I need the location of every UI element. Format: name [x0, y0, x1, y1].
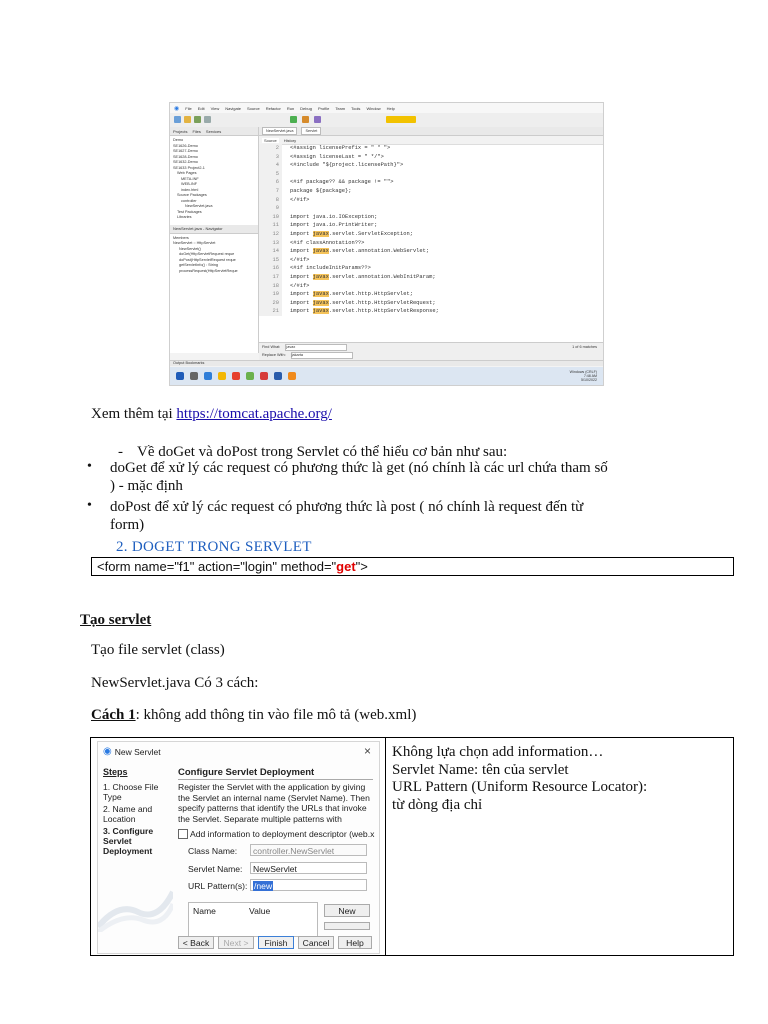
line-number: 5 [259, 170, 282, 179]
code-line[interactable] [259, 204, 603, 213]
app-icon[interactable] [260, 372, 268, 380]
cach1-text: : không add thông tin vào file mô tả (web.xml) [135, 707, 417, 723]
tree-item[interactable]: SE1627-Demo [173, 149, 198, 153]
tree-item[interactable]: SE1626-Demo [173, 143, 198, 148]
dash-bullet: - [118, 444, 123, 460]
line-number: 12 [259, 230, 282, 239]
note-line: Không lựa chọn add information… [392, 744, 604, 760]
memory-indicator [386, 116, 416, 123]
navigator-item[interactable]: doPost(HttpServletRequest reque [179, 257, 236, 262]
code-line[interactable] [259, 144, 603, 153]
code-segment: import [290, 230, 313, 237]
code-line[interactable] [259, 247, 603, 256]
code-text [282, 161, 403, 170]
line-number: 7 [259, 187, 282, 196]
code-text [282, 256, 309, 265]
replace-value: jakarta [291, 352, 304, 357]
menu-file[interactable]: File [185, 105, 192, 111]
tomcat-link[interactable]: https://tomcat.apache.org/ [176, 406, 332, 422]
code-text [282, 170, 290, 179]
code-post: "> [355, 559, 368, 574]
code-area[interactable] [259, 144, 603, 316]
line-number: 8 [259, 196, 282, 205]
code-text [282, 144, 390, 153]
tab-services[interactable]: Services [205, 128, 222, 134]
param-col-name: Name [193, 906, 216, 916]
find-input[interactable] [285, 344, 347, 351]
netbeans-icon[interactable] [288, 372, 296, 380]
search-highlight: javax [312, 308, 329, 315]
tree-item[interactable]: SE1632-Demo [173, 160, 198, 164]
steps-list [103, 782, 175, 858]
code-line[interactable] [259, 299, 603, 308]
servlet-name-field[interactable]: NewServlet [250, 862, 367, 874]
code-line[interactable] [259, 264, 603, 273]
dialog-heading: Configure Servlet Deployment [178, 767, 315, 778]
line-number: 13 [259, 239, 282, 248]
editor-tabs [259, 127, 603, 136]
code-line[interactable] [259, 161, 603, 170]
run-icon[interactable] [290, 116, 297, 123]
new-servlet-dialog [97, 741, 380, 954]
line-number: 2 [259, 144, 282, 153]
tree-item[interactable]: Demo [173, 138, 184, 142]
bullet-dopost-line2: form) [110, 517, 145, 533]
code-text [282, 307, 439, 316]
dash-text: Về doGet và doPost trong Servlet có thể hiểu cơ bản như sau: [137, 444, 508, 460]
code-segment: <#if classAnnotation??> [290, 239, 365, 246]
system-tray [570, 370, 597, 382]
tree-item[interactable]: SE1628-Demo [173, 154, 198, 159]
code-editor [259, 127, 603, 342]
tray-os: Windows (CRLF) [569, 370, 597, 374]
line-number: 17 [259, 273, 282, 282]
windows-taskbar [170, 367, 603, 385]
line-number: 20 [259, 299, 282, 308]
code-segment: <#assign licensePrefix = " * "> [290, 145, 391, 151]
code-text [282, 221, 377, 230]
dialog-titlebar [103, 746, 161, 757]
section-heading-doget: 2. DOGET TRONG SERVLET [116, 539, 312, 555]
tray-date: 5/10/2022 [581, 378, 597, 382]
cach1-label: Cách 1 [91, 707, 136, 723]
edit-param-button[interactable] [324, 922, 370, 930]
projects-tabs [170, 127, 258, 136]
code-pre: <form name="f1" action="login" method=" [97, 559, 337, 574]
menu-profile[interactable]: Profile [317, 105, 330, 111]
navigator-item[interactable]: NewServlet() [179, 246, 201, 251]
code-segment: import [290, 291, 313, 298]
find-bar [259, 342, 603, 361]
search-highlight: javax [312, 273, 329, 280]
tree-item[interactable]: WEB-INF [181, 182, 198, 186]
code-text [282, 153, 384, 162]
code-segment: <#if includeInitParams??> [290, 265, 371, 272]
code-line[interactable] [259, 239, 603, 248]
find-label: Find What: [262, 345, 281, 349]
new-project-icon[interactable] [174, 116, 181, 123]
code-line[interactable] [259, 256, 603, 265]
note-line: từ dòng địa chỉ [392, 796, 483, 813]
tab-newservlet[interactable]: NewServlet.java [262, 127, 297, 135]
word-icon[interactable] [274, 372, 282, 380]
menu-run[interactable]: Run [286, 105, 295, 111]
line-number: 21 [259, 307, 282, 316]
projects-panel [170, 127, 259, 353]
tab-projects[interactable]: Projects [173, 128, 188, 134]
paragraph: Tạo file servlet (class) [91, 642, 225, 658]
step-item-current: 3. Configure Servlet Deployment [103, 826, 154, 856]
netbeans-logo-icon: ◉ [174, 105, 180, 112]
project-tree [170, 136, 258, 223]
find-row [259, 343, 603, 351]
navigator-header [170, 225, 258, 234]
code-line[interactable] [259, 273, 603, 282]
chrome-icon[interactable] [232, 372, 240, 380]
code-segment: package ${package}; [290, 187, 352, 194]
code-text [282, 273, 436, 282]
find-status: 1 of 6 matches [572, 345, 597, 349]
menu-tools[interactable]: Tools [351, 105, 361, 111]
line-number: 10 [259, 213, 282, 222]
search-highlight: javax [312, 248, 329, 255]
tree-item[interactable]: NewServlet.java [185, 204, 213, 208]
menu-debug[interactable]: Debug [300, 105, 312, 111]
menu-edit[interactable]: Edit [197, 105, 205, 111]
bullet-dopost-line1: doPost để xử lý các request có phương thức là post ( nó chính là request đến từ [110, 499, 584, 515]
line-number: 14 [259, 247, 282, 256]
step-item: 1. Choose File Type [103, 782, 159, 802]
code-segment: import [290, 273, 313, 280]
heading-divider [178, 779, 373, 780]
code-segment: import [290, 299, 313, 306]
tab-files[interactable]: Files [192, 128, 201, 134]
param-col-value: Value [249, 906, 271, 916]
replace-input[interactable] [291, 352, 353, 359]
url-pattern-value: /new [254, 881, 273, 891]
menu-refactor[interactable]: Refactor [265, 105, 281, 111]
debug-icon[interactable] [302, 116, 309, 123]
init-params-table[interactable] [188, 902, 318, 937]
tree-item[interactable]: Test Packages [177, 209, 202, 214]
netbeans-screenshot [169, 102, 604, 386]
navigator-item[interactable]: Members [173, 235, 189, 240]
checkbox-label: Add information to deployment descriptor (web.x [190, 829, 375, 839]
navigator-title[interactable]: NewServlet.java - Navigator [173, 226, 223, 231]
steps-heading: Steps [103, 767, 128, 777]
code-line[interactable] [259, 221, 603, 230]
note-line: URL Pattern (Uniform Resource Locator): [392, 779, 648, 795]
next-button[interactable]: Next > [218, 936, 254, 949]
code-segment: .servlet.ServletException; [328, 230, 413, 237]
note-line: Servlet Name: tên của servlet [392, 761, 569, 778]
dialog-description: Register the Servlet with the application by giving the Servlet an internal name (Servlet Name). Then specify patterns that identify the URLs that invoke the Servlet. Separate multiple patterns with [178, 782, 370, 824]
add-info-checkbox[interactable] [178, 829, 374, 839]
search-icon[interactable] [190, 372, 198, 380]
edge-icon[interactable] [204, 372, 212, 380]
code-line[interactable] [259, 178, 603, 187]
code-text [282, 282, 309, 291]
code-line[interactable] [259, 290, 603, 299]
code-segment: .servlet.annotation.WebInitParam; [328, 273, 436, 280]
code-text [282, 196, 309, 205]
table-notes [392, 744, 728, 814]
bullet-doget-line2: ) - mặc định [110, 478, 183, 494]
netbeans-logo-icon: ◉ [103, 746, 112, 757]
url-pattern-label: URL Pattern(s): [188, 881, 248, 891]
tree-item[interactable]: controller [181, 198, 197, 203]
code-line[interactable] [259, 230, 603, 239]
menu-team[interactable]: Team [335, 105, 346, 111]
servlet-name-label: Servlet Name: [188, 864, 243, 874]
line-number: 3 [259, 153, 282, 162]
tree-item[interactable]: Web Pages [177, 171, 197, 175]
code-line[interactable] [259, 170, 603, 179]
menu-window[interactable]: Window [366, 105, 381, 111]
line-number: 15 [259, 256, 282, 265]
undo-icon[interactable] [204, 116, 211, 123]
code-line[interactable] [259, 213, 603, 222]
bullet-doget-line1: doGet để xử lý các request có phương thức là get (nó chính là các url chứa tham số [110, 460, 608, 476]
menu-navigate[interactable]: Navigate [225, 105, 242, 111]
tree-item[interactable]: SE1633 Project2-1 [173, 165, 205, 170]
tree-item[interactable]: META-INF [181, 176, 199, 181]
search-highlight: javax [312, 291, 329, 298]
new-param-button[interactable]: New [324, 904, 370, 917]
tree-item[interactable]: Source Packages [177, 193, 207, 197]
paragraph: NewServlet.java Có 3 cách: [91, 675, 259, 691]
tree-item[interactable]: index.html [181, 187, 199, 192]
search-highlight: javax [312, 230, 329, 237]
code-line[interactable] [259, 307, 603, 316]
see-more-line [91, 405, 332, 423]
menu-source[interactable]: Source [247, 105, 260, 111]
code-segment: import java.io.PrintWriter; [290, 222, 378, 229]
code-text [282, 290, 413, 299]
code-text [282, 299, 436, 308]
tray-time: 7:48 AM [583, 374, 597, 378]
profile-icon[interactable] [314, 116, 321, 123]
open-project-icon[interactable] [184, 116, 191, 123]
line-number: 18 [259, 282, 282, 291]
code-text [282, 247, 429, 256]
bullet-doget [110, 459, 608, 495]
navigator-item[interactable]: getServletInfo() : String [179, 263, 219, 267]
explorer-icon[interactable] [218, 372, 226, 380]
class-name-label: Class Name: [188, 846, 238, 856]
code-line[interactable] [259, 282, 603, 291]
code-segment: import java.io.IOException; [290, 213, 378, 220]
replace-label: Replace With: [262, 353, 286, 357]
menu-view[interactable]: View [210, 105, 220, 111]
code-segment: <#assign licenseLast = " */"> [290, 153, 384, 160]
line-number: 16 [259, 264, 282, 273]
line-number: 11 [259, 221, 282, 230]
find-value: javax [286, 344, 296, 349]
code-text [282, 178, 394, 187]
navigator-list [170, 234, 258, 277]
close-icon[interactable]: × [363, 744, 371, 758]
section-title: Tạo servlet [80, 612, 152, 628]
class-name-field[interactable]: controller.NewServlet [250, 844, 367, 856]
tab-servlet[interactable]: Servlet [301, 127, 321, 135]
step-item: 2. Name and Location [103, 804, 153, 824]
tree-item[interactable]: Libraries [177, 215, 192, 219]
bullet-icon: • [87, 498, 92, 513]
help-button[interactable]: Help [338, 936, 372, 949]
code-text [282, 204, 290, 213]
menu-help[interactable]: Help [386, 105, 395, 111]
code-text [282, 230, 413, 239]
code-text [282, 187, 351, 196]
cach1-line [91, 706, 416, 724]
url-pattern-field[interactable] [250, 879, 367, 891]
line-number: 19 [259, 290, 282, 299]
code-text [282, 213, 377, 222]
app-icon[interactable] [246, 372, 254, 380]
bullet-icon: • [87, 459, 92, 474]
code-segment: <#if package?? && package != ""> [290, 179, 394, 186]
back-button[interactable]: < Back [178, 936, 214, 949]
dialog-title: New Servlet [114, 746, 161, 757]
line-number: 4 [259, 161, 282, 170]
navigator-item[interactable]: NewServlet :: HttpServlet [173, 241, 216, 245]
finish-button[interactable]: Finish [258, 936, 294, 949]
bullet-dopost [110, 498, 583, 534]
screenshot-table [90, 737, 734, 956]
ide-toolbar [170, 113, 603, 128]
code-segment: .servlet.http.HttpServlet; [328, 291, 413, 298]
decorative-wave [98, 882, 173, 932]
code-line[interactable] [259, 187, 603, 196]
tab-source[interactable]: Source [264, 137, 277, 143]
replace-row [259, 351, 603, 359]
table-divider [385, 738, 386, 955]
tab-history[interactable]: History [283, 137, 297, 143]
search-highlight: javax [312, 299, 329, 306]
output-tabs[interactable]: Output Bookmarks [170, 360, 603, 366]
code-text [282, 264, 371, 273]
code-keyword: get [336, 559, 356, 574]
code-segment: import [290, 248, 313, 255]
line-number: 6 [259, 178, 282, 187]
ide-menubar [170, 103, 603, 113]
code-segment: </#if> [290, 282, 310, 289]
code-line[interactable] [259, 153, 603, 162]
code-line[interactable] [259, 196, 603, 205]
line-number: 9 [259, 204, 282, 213]
code-segment: </#if> [290, 196, 310, 203]
save-icon[interactable] [194, 116, 201, 123]
code-snippet [91, 557, 734, 576]
windows-start-icon[interactable] [176, 372, 184, 380]
navigator-item[interactable]: doGet(HttpServletRequest reque [179, 252, 235, 256]
code-segment: .servlet.annotation.WebServlet; [328, 248, 430, 255]
see-more-prefix: Xem thêm tại [91, 406, 177, 422]
code-segment: .servlet.http.HttpServletResponse; [328, 308, 439, 315]
cancel-button[interactable]: Cancel [298, 936, 334, 949]
checkbox-box[interactable] [178, 829, 188, 839]
code-segment: .servlet.http.HttpServletRequest; [328, 299, 436, 306]
navigator-item[interactable]: processRequest(HttpServletReque [179, 268, 238, 273]
code-text [282, 239, 364, 248]
code-segment: import [290, 308, 313, 315]
code-segment: </#if> [290, 256, 310, 263]
code-segment: <#include "${project.licensePath}"> [290, 162, 404, 169]
